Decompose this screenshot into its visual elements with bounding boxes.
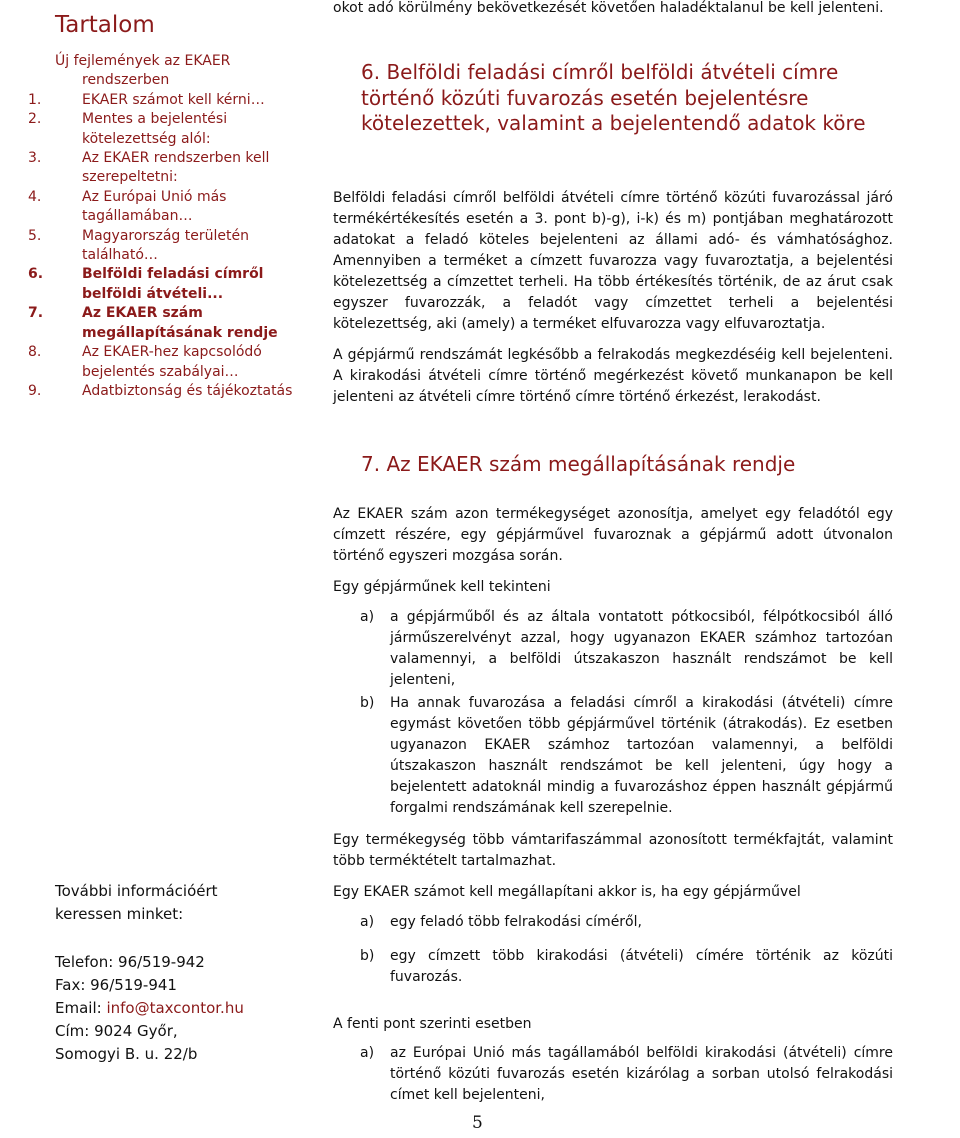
list-item — [333, 607, 893, 691]
toc-item-6[interactable] — [28, 265, 305, 304]
list-item-text: egy feladó több felrakodási címéről, — [390, 914, 642, 930]
list-item-label: b) — [360, 948, 375, 964]
section-7-paragraph-2: Egy gépjárműnek kell tekinteni — [333, 579, 551, 595]
contact-heading-line2: keressen minket: — [55, 905, 184, 923]
table-of-contents — [28, 52, 305, 401]
section-7-heading: 7. Az EKAER szám megállapításának rendje — [361, 452, 796, 476]
toc-item-1[interactable] — [28, 91, 305, 110]
list-item-text: a gépjárműből és az általa vontatott pótkocsiból, félpótkocsiból álló járműszerelvényt azzal, hogy ugyanazon EKAER számhoz tartozóan valamennyi, a belföldi útszakaszon használt rendszámot be kell jelenteni, — [390, 609, 893, 688]
toc-item-number: 8. — [28, 344, 42, 361]
toc-item-number: 5. — [28, 227, 42, 244]
toc-item-5[interactable] — [28, 227, 305, 266]
toc-item-9[interactable] — [28, 382, 305, 401]
contact-heading — [55, 880, 305, 926]
list-item-label: b) — [360, 695, 375, 711]
toc-item-label: Az Európai Unió más tagállamában… — [82, 188, 227, 225]
list-item — [333, 946, 893, 988]
toc-title: Tartalom — [55, 12, 155, 38]
contact-email-label: Email: — [55, 999, 107, 1017]
toc-item-number: 4. — [28, 188, 42, 205]
toc-item-number: 9. — [28, 382, 42, 399]
contact-fax: Fax: 96/519-941 — [55, 976, 177, 994]
toc-item-number: 6. — [28, 266, 44, 283]
toc-item-label: Adatbiztonság és tájékoztatás — [82, 382, 293, 399]
section-7-paragraph-5: A fenti pont szerinti esetben — [333, 1016, 532, 1032]
toc-item-label: EKAER számot kell kérni… — [82, 91, 265, 108]
toc-item-label: Magyarország területén található… — [82, 227, 249, 264]
toc-item-7[interactable] — [28, 304, 305, 343]
toc-item-intro[interactable] — [55, 52, 305, 91]
contact-email-row — [55, 997, 305, 1020]
toc-intro-line2: rendszerben — [82, 72, 170, 89]
toc-item-label: Az EKAER rendszerben kell szerepeltetni: — [82, 150, 270, 186]
section-7-paragraph-3: Egy termékegység több vámtarifaszámmal azonosított termékfajtát, valamint több terméktételt tartalmazhat. — [333, 832, 893, 869]
contact-address-line2: Somogyi B. u. 22/b — [55, 1045, 198, 1063]
list-item-text: Ha annak fuvarozása a feladási címről a kirakodási (átvételi) címre egymást követően több gépjárművel történik (átrakodás). Ez esetben ugyanazon EKAER számhoz tartozóan valamennyi, a belföldi útszakaszon használt rendszámot be kell jelenteni, úgy hogy a bejelentett adatoknál mindig a fuvarozáshoz éppen használt gépjármű forgalmi rendszámának kell szerepelnie. — [390, 695, 893, 816]
list-item — [333, 1043, 893, 1106]
toc-item-number: 7. — [28, 305, 44, 322]
toc-item-label: Belföldi feladási címről belföldi átvételi... — [82, 266, 264, 302]
section-6-heading: 6. Belföldi feladási címről belföldi átvételi címre történő közúti fuvarozás esetén bejelentésre kötelezettek, valamint a bejelentendő adatok köre — [361, 60, 866, 135]
contact-address-line1: Cím: 9024 Győr, — [55, 1022, 178, 1040]
list-item — [333, 693, 893, 819]
section-7-paragraph-4: Egy EKAER számot kell megállapítani akkor is, ha egy gépjárművel — [333, 884, 801, 900]
section-6-paragraph-1: Belföldi feladási címről belföldi átvételi címre történő közúti fuvarozással járó termékértékesítés esetén a 3. pont b)-g), i-k) és m) pontjában meghatározott adatokat a feladó köteles bejelenteni az állami adó- és vámhatósághoz. Amennyiben a terméket a címzett fuvarozza vagy fuvaroztatja, a bejelentési kötelezettség a címzettet terheli. Ha több értékesítés történik, de az árut csak egyszer fuvarozzák, a feladót vagy címzettet terheli a bejelentési kötelezettség, aki (amely) a terméket elfuvarozza vagy elfuvaroztatja. — [333, 190, 893, 332]
continued-text: okot adó körülmény bekövetkezését követően haladéktalanul be kell jelenteni. — [333, 0, 884, 16]
list-item-label: a) — [360, 1045, 375, 1061]
toc-item-label: Az EKAER-hez kapcsolódó bejelentés szabályai… — [82, 344, 262, 380]
page-number: 5 — [472, 1113, 483, 1133]
contact-details — [55, 951, 305, 1066]
contact-email-link[interactable]: info@taxcontor.hu — [106, 999, 244, 1017]
toc-item-label: Az EKAER szám megállapításának rendje — [82, 305, 278, 341]
list-item-label: a) — [360, 914, 375, 930]
toc-item-label: Mentes a bejelentési kötelezettség alól: — [82, 111, 228, 147]
list-item — [333, 912, 893, 933]
toc-item-number: 3. — [28, 150, 42, 167]
toc-intro-line1: Új fejlemények az EKAER — [55, 53, 231, 69]
list-item-text: egy címzett több kirakodási (átvételi) címére történik az közúti fuvarozás. — [390, 948, 893, 985]
list-item-label: a) — [360, 609, 375, 625]
contact-heading-line1: További információért — [55, 882, 218, 900]
toc-item-number: 2. — [28, 111, 42, 128]
contact-phone: Telefon: 96/519-942 — [55, 953, 205, 971]
toc-item-3[interactable] — [28, 149, 305, 188]
toc-item-4[interactable] — [28, 188, 305, 227]
section-6-paragraph-2: A gépjármű rendszámát legkésőbb a felrakodás megkezdéséig kell bejelenteni. A kirakodási átvételi címre történő megérkezést követő munkanapon be kell jelenteni az átvételi címre történő címre történő érkezést, lerakodást. — [333, 347, 893, 405]
toc-item-8[interactable] — [28, 343, 305, 382]
toc-item-2[interactable] — [28, 110, 305, 149]
toc-item-number: 1. — [28, 91, 42, 108]
list-item-text: az Európai Unió más tagállamából belföldi kirakodási (átvételi) címre történő közúti fuvarozás esetén kizárólag a sorban utolsó felrakodási címet kell bejelenteni, — [390, 1045, 893, 1103]
section-7-paragraph-1: Az EKAER szám azon termékegységet azonosítja, amelyet egy feladótól egy címzett részére, egy gépjárművel fuvaroznak a gépjármű adott útvonalon történő egyszeri mozgása során. — [333, 506, 893, 564]
